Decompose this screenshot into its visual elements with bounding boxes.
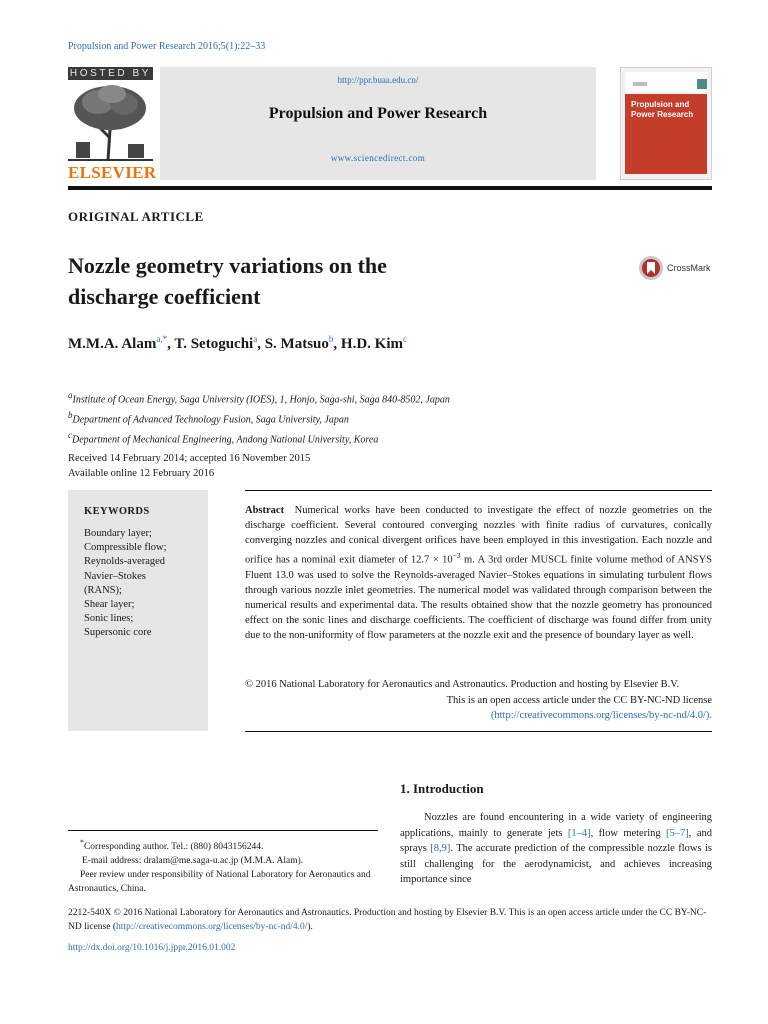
license-url-link[interactable]: (http://creativecommons.org/licenses/by-nc-nd/4.0/).: [490, 710, 712, 721]
license-footer: [68, 906, 714, 934]
journal-header-panel: [160, 67, 596, 180]
copyright-line: © 2016 National Laboratory for Aeronautics and Astronautics. Production and hosting by Elsevier B.V.: [245, 679, 680, 690]
crossmark-icon: [637, 254, 665, 282]
journal-title: Propulsion and Power Research: [268, 105, 488, 122]
cover-red-panel: [625, 94, 707, 174]
keyword-item: (RANS);: [84, 584, 122, 596]
peer-review-note: Peer review under responsibility of National Laboratory for Aeronautics and Astronautics, China.: [68, 870, 371, 895]
citation-link[interactable]: [5–7]: [666, 827, 689, 839]
author-name[interactable]: M.M.A. Alam: [68, 336, 157, 352]
intro-text: , and sprays: [400, 827, 712, 854]
keyword-item: Reynolds-averaged: [84, 556, 166, 568]
abstract-exponent: −3: [452, 551, 461, 561]
abstract-top-rule: [245, 490, 712, 491]
affil-marker: b: [68, 409, 73, 420]
article-type: ORIGINAL ARTICLE: [68, 209, 204, 224]
citation-link[interactable]: [1–4]: [567, 827, 591, 839]
keyword-item: Compressible flow;: [84, 542, 167, 554]
keywords-panel: [68, 490, 208, 731]
keyword-item: Supersonic core: [84, 627, 152, 639]
title-line-1: Nozzle geometry variations on the: [68, 253, 387, 278]
article-title: [68, 250, 528, 312]
journal-cover-thumbnail[interactable]: [620, 67, 712, 180]
abstract: [245, 503, 712, 643]
abstract-label: Abstract: [245, 505, 285, 516]
author-list: M.M.A. Alam$^{a,*}$, T. Setoguchi$^a$, S. Matsuo$^b$, H.D. Kim$^c$: [68, 334, 407, 352]
author-affil-sup[interactable]: c: [403, 334, 407, 344]
affiliation-b: [68, 408, 668, 428]
hosted-by-label: HOSTED BY: [69, 68, 152, 79]
crossmark-badge[interactable]: [637, 254, 713, 282]
keyword-item: Sonic lines;: [84, 613, 134, 625]
corresponding-author-note: *Corresponding author. Tel.: (880) 8043156244.: [80, 838, 264, 853]
affiliation-c: [68, 428, 668, 448]
elsevier-logo[interactable]: [68, 67, 157, 182]
author-affil-sup[interactable]: b: [328, 334, 334, 344]
elsevier-wordmark: ELSEVIER: [68, 163, 157, 182]
keyword-item: Shear layer;: [84, 599, 135, 611]
received-date: Received 14 February 2014; accepted 16 November 2015: [68, 453, 311, 464]
affil-text: Institute of Ocean Energy, Saga University (IOES), 1, Honjo, Saga-shi, Saga 840-8502, Japan: [72, 394, 450, 406]
email-note[interactable]: E-mail address: dralam@me.saga-u.ac.jp (M.M.A. Alam).: [82, 856, 304, 867]
abstract-text-2: m. A 3rd order MUSCL finite volume method of ANSYS Fluent 13.0 was used to solve the Reynolds-averaged Navier–Stokes equations in simulating turbulent flows through various nozzle inlet geometries. The numerical model was validated through comparison between the numerical results and experimental data. The results obtained show that the nozzle geometry has pronounced effect on the sonic lines and discharge coefficients. The coefficient of discharge was found differ from unity due to the non-uniformity of flow parameters at the nozzle exit and the presence of boundary layer as well.: [245, 554, 712, 642]
doi-link[interactable]: http://dx.doi.org/10.1016/j.jppr.2016.01.002: [68, 943, 236, 953]
abstract-text-1: Numerical works have been conducted to investigate the effect of nozzle geometries on the discharge coefficient. Several contoured converging nozzles with finite radius of curvatures, conically converging nozzles and conical divergent orifices have been employed in this investigation. Each nozzle and orifice has a nominal exit diameter of 12.7 × 10: [245, 505, 712, 566]
keyword-item: Boundary layer;: [84, 528, 152, 539]
elsevier-tree-icon: [68, 82, 153, 162]
intro-paragraph: [400, 810, 712, 888]
citation-link[interactable]: [8,9]: [430, 843, 451, 854]
intro-text: Nozzles are found encountering in a wide variety of engineering applications, mainly to generate jets: [400, 812, 712, 839]
abstract-copyright: [245, 677, 712, 724]
introduction-text: [400, 810, 712, 888]
issn-text: 2212-540X © 2016 National Laboratory for Aeronautics and Astronautics. Production and hosting by Elsevier B.V. This is an open access article under the CC BY-NC-ND license (: [68, 908, 707, 932]
author-name[interactable]: T. Setoguchi: [174, 336, 254, 352]
section-heading-introduction: 1. Introduction: [400, 781, 484, 796]
journal-reference[interactable]: Propulsion and Power Research 2016;5(1):22–33: [68, 41, 266, 52]
article-dates: [68, 451, 310, 481]
cover-top-band: [625, 72, 707, 92]
footer-license-link[interactable]: http://creativecommons.org/licenses/by-nc-nd/4.0/: [116, 922, 308, 932]
header-divider: [68, 186, 712, 190]
footnote-divider: [68, 830, 378, 831]
cover-square-icon: [697, 79, 707, 89]
online-date: Available online 12 February 2016: [68, 468, 215, 479]
sciencedirect-link[interactable]: www.sciencedirect.com: [330, 153, 426, 163]
author-affil-sup[interactable]: a: [253, 334, 258, 344]
journal-url-link[interactable]: http://ppr.buaa.edu.cn/: [337, 75, 419, 85]
cover-title: Propulsion and Power Research: [631, 100, 694, 119]
affil-text: Department of Advanced Technology Fusion, Saga University, Japan: [72, 414, 349, 426]
intro-text: . The accurate prediction of the compressible nozzle flows is still challenging for the aerodynamicist, and achieves increasing importance since: [400, 843, 712, 885]
crossmark-label: CrossMark: [667, 263, 711, 273]
license-line: This is an open access article under the CC BY-NC-ND license: [446, 694, 712, 706]
footnote-text: Corresponding author. Tel.: (880) 8043156244.: [83, 842, 264, 853]
cover-publisher-mark: [633, 82, 647, 86]
author-name[interactable]: S. Matsuo: [264, 336, 329, 352]
issn-end: ).: [307, 922, 313, 932]
affil-marker: c: [68, 429, 72, 440]
affiliations: [68, 388, 668, 447]
author-affil-sup[interactable]: a,*: [156, 334, 168, 344]
keywords-heading: KEYWORDS: [84, 506, 150, 517]
author-name[interactable]: H.D. Kim: [340, 336, 403, 352]
footnotes: [68, 836, 380, 896]
title-line-2: discharge coefficient: [68, 284, 261, 309]
affil-marker: a: [68, 390, 73, 400]
abstract-bottom-rule: [245, 731, 712, 732]
affiliation-a: [68, 388, 668, 408]
keyword-item: Navier–Stokes: [84, 570, 146, 582]
intro-text: , flow metering: [590, 827, 667, 839]
affil-text: Department of Mechanical Engineering, Andong National University, Korea: [72, 433, 379, 445]
keywords-list: [84, 527, 167, 641]
